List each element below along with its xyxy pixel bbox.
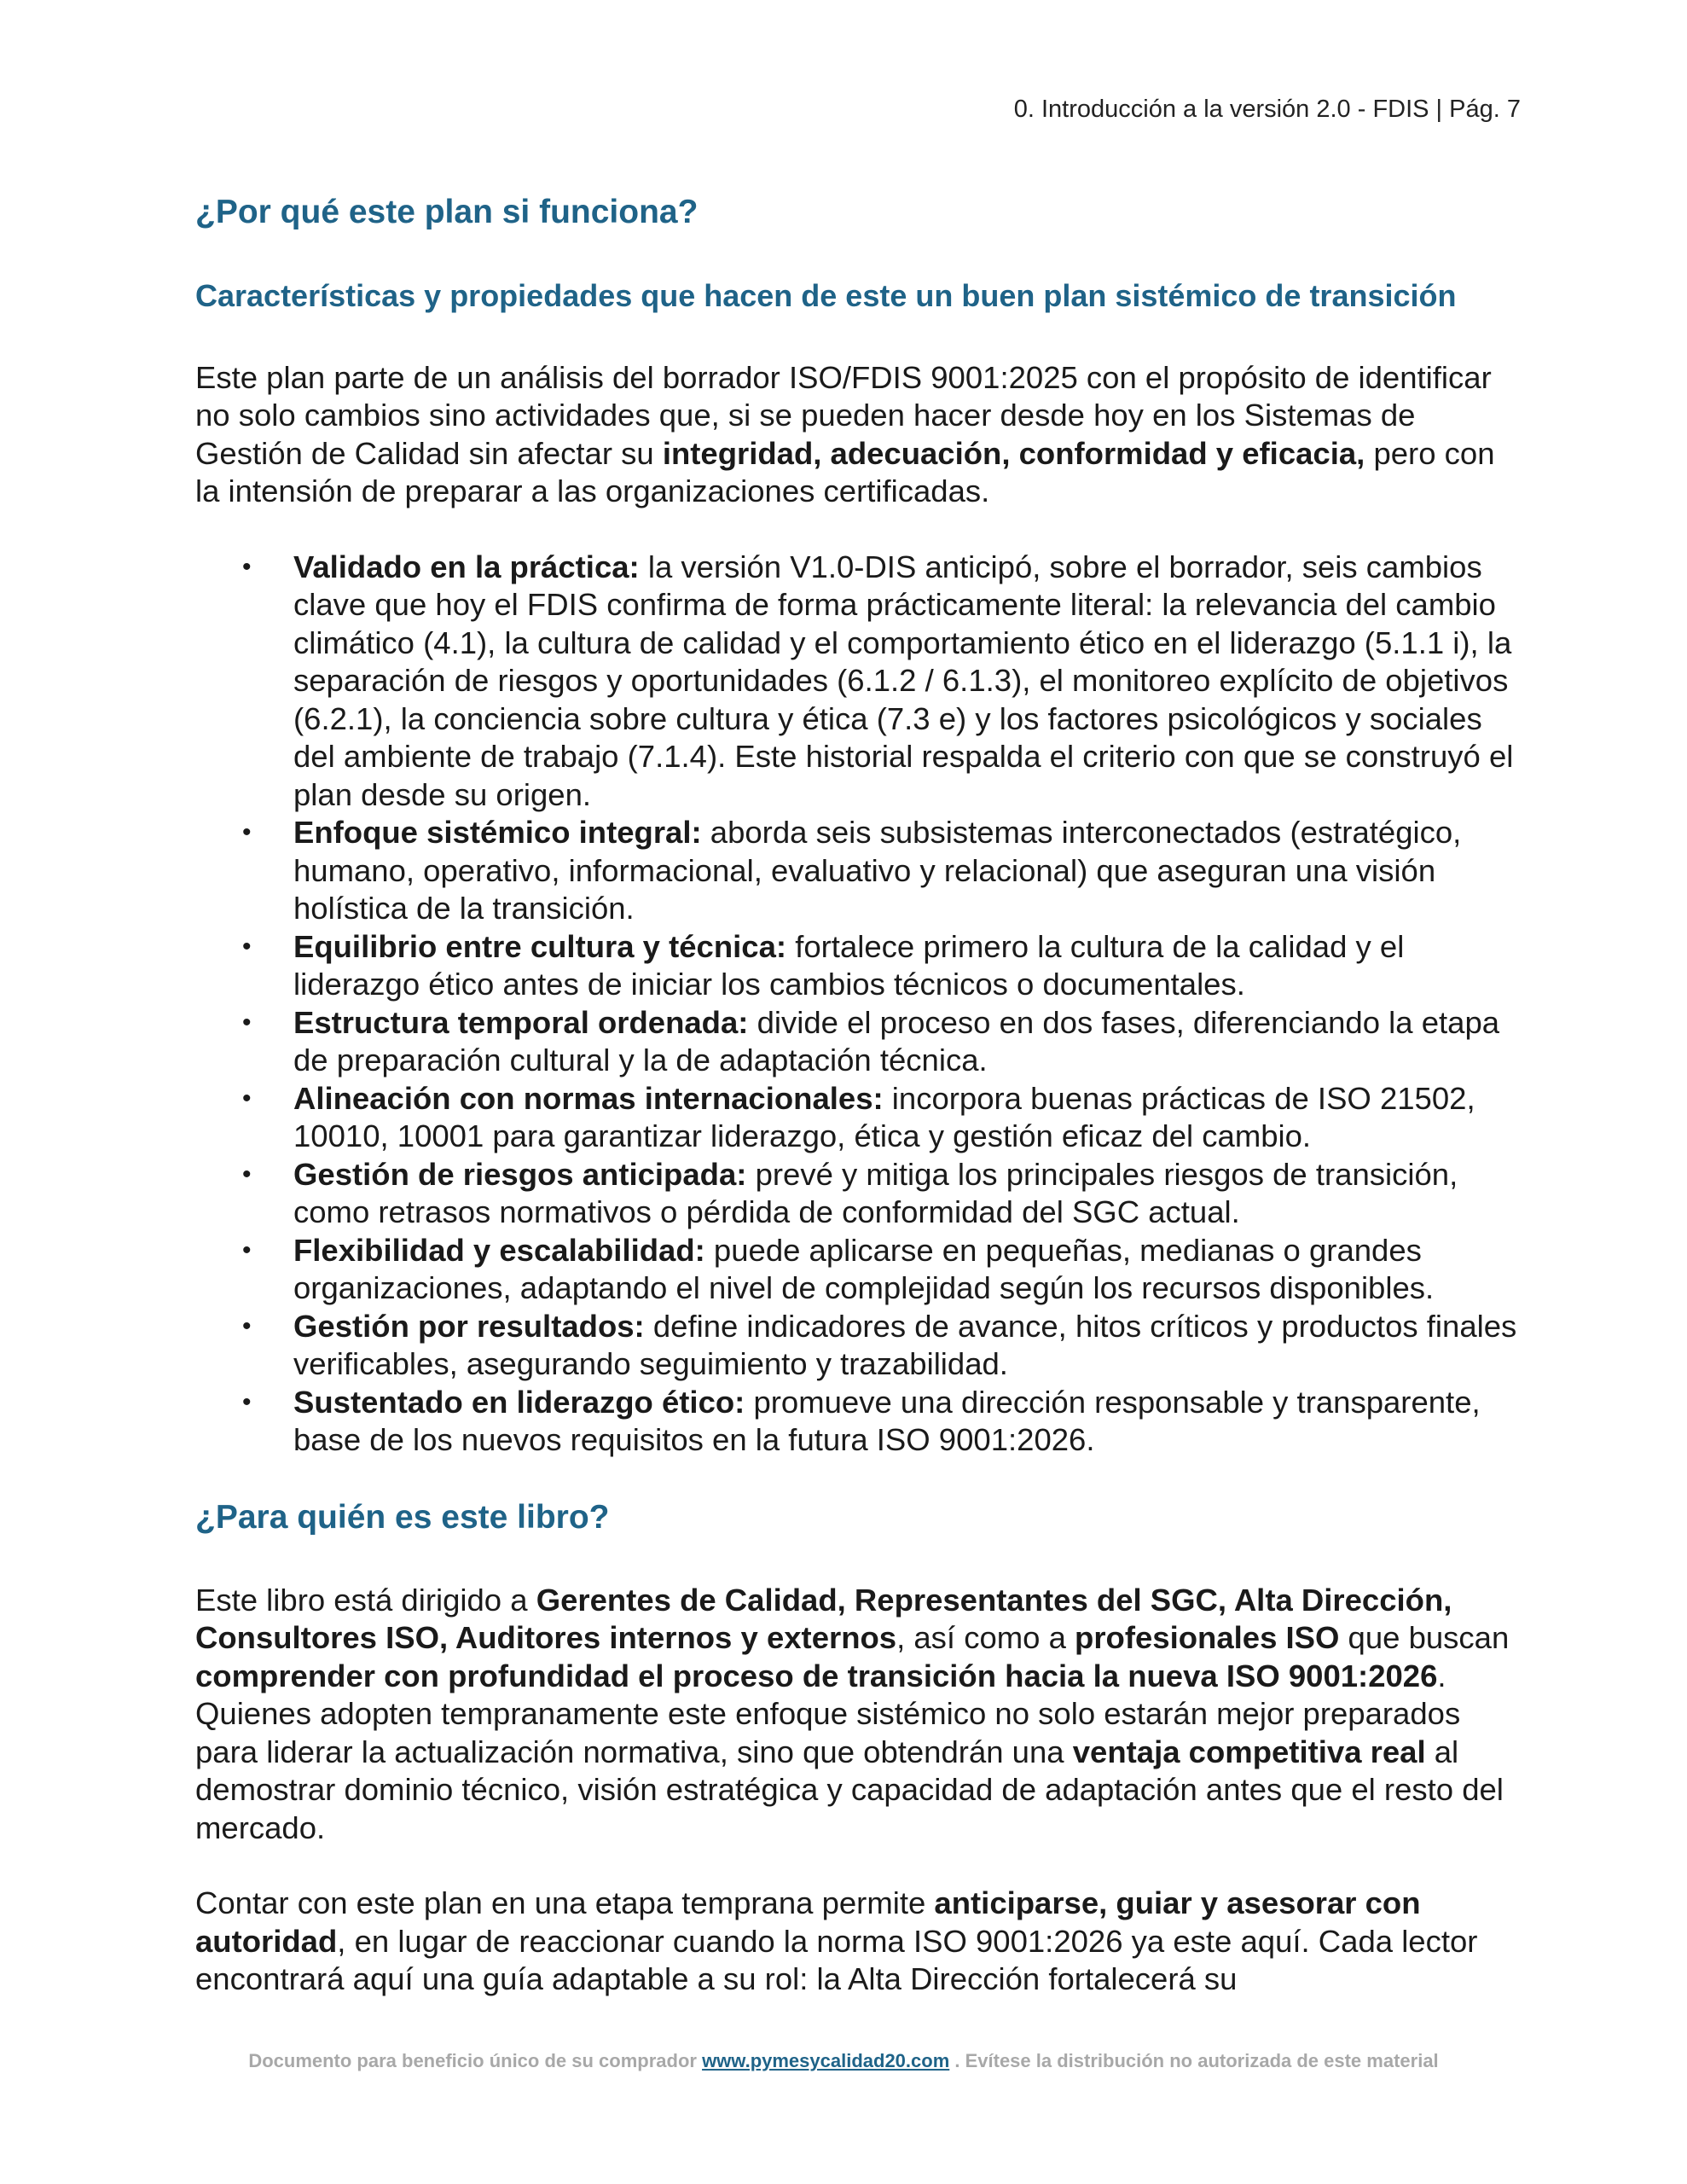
footer-link[interactable]: www.pymesycalidad20.com xyxy=(702,2050,950,2071)
list-item xyxy=(195,928,1526,1004)
intro-paragraph xyxy=(195,359,1526,511)
list-item xyxy=(195,814,1526,928)
bullet-icon: • xyxy=(242,1008,252,1037)
list-item-text: fortalece primero la cultura de la calidad y el liderazgo ético antes de iniciar los cambios técnicos o documentales. xyxy=(293,928,1405,1002)
section-subtitle: Características y propiedades que hacen de este un buen plan sistémico de transición xyxy=(195,277,1457,313)
section-title-audience: ¿Para quién es este libro? xyxy=(195,1498,610,1536)
list-item-text: aborda seis subsistemas interconectados (estratégico, humano, operativo, informacional, evaluativo y relacional) que aseguran una visión holística de la transición. xyxy=(293,815,1462,926)
intro-bold-1: integridad, adecuación, conformidad y eficacia, xyxy=(662,435,1365,471)
list-item-title: Alineación con normas internacionales: xyxy=(293,1080,884,1116)
audience-text-3: que buscan xyxy=(1339,1620,1510,1655)
list-item xyxy=(195,1004,1526,1080)
list-item-text: divide el proceso en dos fases, diferenciando la etapa de preparación cultural y la de adaptación técnica. xyxy=(293,1004,1500,1078)
list-item xyxy=(195,1232,1526,1308)
footer-prefix: Documento para beneficio único de su comprador xyxy=(248,2050,703,2071)
list-item-title: Equilibrio entre cultura y técnica: xyxy=(293,928,787,964)
bullet-icon: • xyxy=(242,1083,252,1112)
list-item xyxy=(195,549,1526,815)
list-item-text: define indicadores de avance, hitos críticos y productos finales verificables, asegurando seguimiento y trazabilidad. xyxy=(293,1308,1517,1382)
page-header: 0. Introducción a la versión 2.0 - FDIS | Pág. 7 xyxy=(1013,96,1521,123)
features-list xyxy=(195,549,1526,1460)
intro-text-1: Este plan parte de un análisis del borrador ISO/FDIS 9001:2025 con el propósito de identificar no solo cambios sino actividades que, si se pueden hacer desde hoy en los Sistemas de Gestión de Calidad sin afectar su xyxy=(195,359,1492,471)
page-footer xyxy=(0,2050,1687,2072)
bullet-icon: • xyxy=(242,1159,252,1188)
list-item xyxy=(195,1156,1526,1232)
list-item-title: Validado en la práctica: xyxy=(293,549,640,584)
audience-bold-2: profesionales ISO xyxy=(1075,1620,1340,1655)
audience-text-5: al demostrar dominio técnico, visión estratégica y capacidad de adaptación antes que el resto del mercado. xyxy=(195,1734,1504,1845)
bullet-icon: • xyxy=(242,552,252,581)
audience-text-4: . Quienes adopten tempranamente este enfoque sistémico no solo estarán mejor preparados para liderar la actualización normativa, sino que obtendrán una xyxy=(195,1658,1461,1769)
bullet-icon: • xyxy=(242,1311,252,1340)
section-title-why: ¿Por qué este plan si funciona? xyxy=(195,194,699,230)
list-item-text: promueve una dirección responsable y transparente, base de los nuevos requisitos en la futura ISO 9001:2026. xyxy=(293,1384,1481,1458)
bullet-icon: • xyxy=(242,1387,252,1416)
intro-text-2: pero con la intensión de preparar a las organizaciones certificadas. xyxy=(195,435,1495,509)
list-item xyxy=(195,1080,1526,1156)
footer-suffix: . Evítese la distribución no autorizada de este material xyxy=(949,2050,1439,2071)
audience-text-1: Este libro está dirigido a xyxy=(195,1582,536,1618)
early-text-2: , en lugar de reaccionar cuando la norma ISO 9001:2026 ya este aquí. Cada lector encontrará aquí una guía adaptable a su rol: la Alta Dirección fortalecerá su xyxy=(195,1923,1478,1996)
list-item-title: Estructura temporal ordenada: xyxy=(293,1004,749,1040)
list-item-text: la versión V1.0-DIS anticipó, sobre el borrador, seis cambios clave que hoy el FDIS confirma de forma prácticamente literal: la relevancia del cambio climático (4.1), la cultura de calidad y el comportamiento ético en el liderazgo (5.1.1 i), la separación de riesgos y oportunidades (6.1.2 / 6.1.3), el monitoreo explícito de objetivos (6.2.1), la conciencia sobre cultura y ética (7.3 e) y los factores psicológicos y sociales del ambiente de trabajo (7.1.4). Este historial respalda el criterio con que se construyó el plan desde su origen. xyxy=(293,549,1514,812)
bullet-icon: • xyxy=(242,1235,252,1264)
list-item-text: puede aplicarse en pequeñas, medianas o grandes organizaciones, adaptando el nivel de complejidad según los recursos disponibles. xyxy=(293,1232,1435,1306)
audience-bold-1: Gerentes de Calidad, Representantes del SGC, Alta Dirección, Consultores ISO, Auditores internos y externos xyxy=(195,1582,1452,1655)
list-item xyxy=(195,1384,1526,1460)
audience-bold-3: comprender con profundidad el proceso de transición hacia la nueva ISO 9001:2026 xyxy=(195,1658,1438,1693)
early-text-1: Contar con este plan en una etapa temprana permite xyxy=(195,1885,935,1920)
audience-text-2: , así como a xyxy=(896,1620,1075,1655)
list-item-title: Gestión por resultados: xyxy=(293,1308,645,1344)
bullet-icon: • xyxy=(242,818,252,847)
list-item-title: Flexibilidad y escalabilidad: xyxy=(293,1232,705,1268)
page-content xyxy=(195,192,1526,2036)
audience-bold-4: ventaja competitiva real xyxy=(1072,1734,1426,1769)
early-bold-1: anticiparse, guiar y asesorar con autoridad xyxy=(195,1885,1421,1959)
bullet-icon: • xyxy=(242,932,252,961)
early-adoption-paragraph xyxy=(195,1885,1526,1999)
list-item xyxy=(195,1308,1526,1384)
list-item-title: Sustentado en liderazgo ético: xyxy=(293,1384,745,1420)
list-item-title: Enfoque sistémico integral: xyxy=(293,815,702,851)
list-item-text: incorpora buenas prácticas de ISO 21502, 10010, 10001 para garantizar liderazgo, ética y gestión eficaz del cambio. xyxy=(293,1080,1475,1154)
audience-paragraph xyxy=(195,1582,1526,1848)
list-item-text: prevé y mitiga los principales riesgos de transición, como retrasos normativos o pérdida de conformidad del SGC actual. xyxy=(293,1156,1458,1230)
list-item-title: Gestión de riesgos anticipada: xyxy=(293,1156,747,1192)
